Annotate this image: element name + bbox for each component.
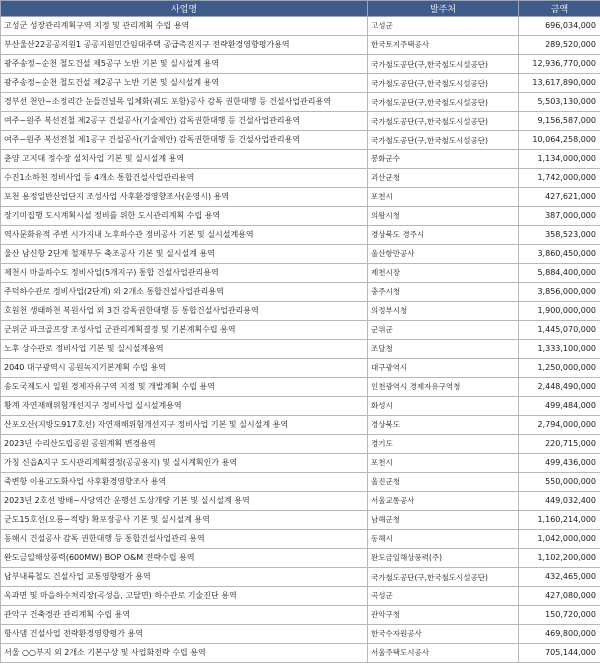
client-cell: 서울주택도시공사 [368,644,519,663]
table-row [1,283,600,302]
table-row [1,150,600,169]
table-row [1,169,600,188]
amount-cell: 3,856,000,000 [519,283,600,302]
table-row [1,435,600,454]
amount-cell: 499,436,000 [519,454,600,473]
client-cell: 포천시 [368,188,519,207]
table-row [1,112,600,131]
table-row [1,587,600,606]
amount-cell: 5,503,130,000 [519,93,600,112]
project-cell: 관악구 건축경관 관리계획 수립 용역 [1,606,368,625]
amount-cell: 1,742,000,000 [519,169,600,188]
amount-cell: 469,800,000 [519,625,600,644]
client-cell: 곡성군 [368,587,519,606]
table-row [1,473,600,492]
header-client: 발주처 [368,1,519,17]
project-cell: 울산 남신항 2단계 철재부두 축조공사 기본 및 실시설계 용역 [1,245,368,264]
table-row [1,207,600,226]
project-cell: 장기미집행 도시계획시설 정비를 위한 도시관리계획 수립 용역 [1,207,368,226]
amount-cell: 12,936,770,000 [519,55,600,74]
project-cell: 수진1소하천 정비사업 등 4개소 통합건설사업관리용역 [1,169,368,188]
project-cell: 광주송정~순천 철도건설 제2공구 노반 기본 및 실시설계 용역 [1,74,368,93]
project-cell: 호원천 생태하천 복원사업 외 3건 감독권한대행 등 통합건설사업관리용역 [1,302,368,321]
table-row [1,245,600,264]
client-cell: 충주시청 [368,283,519,302]
table-header-row [1,1,600,17]
client-cell: 완도금일해상풍력(주) [368,549,519,568]
project-cell: 옥과면 및 마을하수처리장(곡성읍, 고달면) 하수관로 기술진단 용역 [1,587,368,606]
client-cell: 괴산군청 [368,169,519,188]
amount-cell: 1,900,000,000 [519,302,600,321]
table-row [1,264,600,283]
project-cell: 군도15호선(오룡~적량) 확포장공사 기본 및 실시설계 용역 [1,511,368,530]
amount-cell: 387,000,000 [519,207,600,226]
amount-cell: 150,720,000 [519,606,600,625]
amount-cell: 499,484,000 [519,397,600,416]
client-cell: 국가철도공단(구,한국철도시설공단) [368,112,519,131]
table-row [1,93,600,112]
project-cell: 광주송정~순천 철도건설 제5공구 노반 기본 및 실시설계 용역 [1,55,368,74]
amount-cell: 1,102,200,000 [519,549,600,568]
table-row [1,340,600,359]
amount-cell: 427,621,000 [519,188,600,207]
table-row [1,492,600,511]
project-cell: 2023년 수리산도립공원 공원계획 변경용역 [1,435,368,454]
project-cell: 여주~원주 복선전철 제1공구 건설공사(기술제안) 감독권한대행 등 건설사업관리용역 [1,131,368,150]
project-cell: 완도금일해상풍력(600MW) BOP O&M 전략수립 용역 [1,549,368,568]
client-cell: 의왕시청 [368,207,519,226]
project-cell: 역사문화유적 주변 시가지내 노후하수관 정비공사 기본 및 실시설계용역 [1,226,368,245]
project-cell: 죽변항 이용고도화사업 사후환경영향조사 용역 [1,473,368,492]
project-cell: 부산울산22공공지원1 공공지원민간임대주택 공급촉진지구 전략환경영향평가용역 [1,36,368,55]
client-cell: 고성군 [368,17,519,36]
client-cell: 의정부시청 [368,302,519,321]
amount-cell: 220,715,000 [519,435,600,454]
amount-cell: 1,333,100,000 [519,340,600,359]
amount-cell: 5,884,400,000 [519,264,600,283]
client-cell: 남해군청 [368,511,519,530]
project-cell: 노후 상수관로 정비사업 기본 및 실시설계용역 [1,340,368,359]
amount-cell: 449,032,400 [519,492,600,511]
table-body [1,17,600,663]
project-cell: 동해시 건설공사 감독 권한대행 등 통합건설사업관리 용역 [1,530,368,549]
client-cell: 군위군 [368,321,519,340]
table-row [1,511,600,530]
client-cell: 국가철도공단(구,한국철도시설공단) [368,568,519,587]
project-cell: 여주~원주 복선전철 제2공구 건설공사(기술제안) 감독권한대행 등 건설사업관리용역 [1,112,368,131]
project-cell: 고성군 성장관리계획구역 지정 및 관리계획 수립 용역 [1,17,368,36]
project-cell: 경부선 천안~소정리간 눈들건널목 입체화(궤도 포함)공사 감독 권한대행 등 건설사업관리용역 [1,93,368,112]
client-cell: 경상북도 [368,416,519,435]
amount-cell: 13,617,890,000 [519,74,600,93]
client-cell: 제천시장 [368,264,519,283]
amount-cell: 550,000,000 [519,473,600,492]
project-cell: 주덕하수관로 정비사업(2단계) 외 2개소 통합건설사업관리용역 [1,283,368,302]
table-row [1,226,600,245]
client-cell: 국가철도공단(구,한국철도시설공단) [368,55,519,74]
amount-cell: 1,445,070,000 [519,321,600,340]
project-cell: 항사댐 건설사업 전략환경영향평가 용역 [1,625,368,644]
amount-cell: 696,034,000 [519,17,600,36]
table-row [1,606,600,625]
client-cell: 관악구청 [368,606,519,625]
amount-cell: 10,064,258,000 [519,131,600,150]
client-cell: 국가철도공단(구,한국철도시설공단) [368,93,519,112]
client-cell: 국가철도공단(구,한국철도시설공단) [368,131,519,150]
client-cell: 인천광역시 경제자유구역청 [368,378,519,397]
table-row [1,17,600,36]
table-row [1,74,600,93]
amount-cell: 2,448,490,000 [519,378,600,397]
table-row [1,359,600,378]
client-cell: 포천시 [368,454,519,473]
project-cell: 서울 ○○부지 외 2개소 기본구상 및 사업화전략 수립 용역 [1,644,368,663]
table-row [1,378,600,397]
project-cell: 제천시 마을하수도 정비사업(5개지구) 통합 건설사업관리용역 [1,264,368,283]
amount-cell: 1,160,214,000 [519,511,600,530]
header-amount: 금액 [519,1,600,17]
amount-cell: 3,860,450,000 [519,245,600,264]
table-row [1,549,600,568]
project-cell: 춘양 고지대 정수장 설치사업 기본 및 실시설계 용역 [1,150,368,169]
project-cell: 군위군 파크골프장 조성사업 군관리계획결정 및 기본계획수립 용역 [1,321,368,340]
project-cell: 가칭 신읍A지구 도시관리계획결정(공공용지) 및 실시계획인가 용역 [1,454,368,473]
client-cell: 한국토지주택공사 [368,36,519,55]
client-cell: 봉화군수 [368,150,519,169]
client-cell: 경기도 [368,435,519,454]
header-project: 사업명 [1,1,368,17]
table-row [1,625,600,644]
amount-cell: 1,042,000,000 [519,530,600,549]
table-row [1,36,600,55]
amount-cell: 705,144,000 [519,644,600,663]
table-row [1,416,600,435]
project-cell: 2023년 2호선 방배~사당역간 운행선 도상개량 기본 및 실시설계 용역 [1,492,368,511]
client-cell: 한국수자원공사 [368,625,519,644]
client-cell: 조달청 [368,340,519,359]
client-cell: 대구광역시 [368,359,519,378]
project-cell: 산포오산(지방도917호선) 자연재해위험개선지구 정비사업 기본 및 실시설계 용역 [1,416,368,435]
table-row [1,568,600,587]
project-cell: 남부내륙철도 건설사업 교통영향평가 용역 [1,568,368,587]
amount-cell: 1,250,000,000 [519,359,600,378]
project-cell: 포천 용정일반산업단지 조성사업 사후환경영향조사(운영시) 용역 [1,188,368,207]
client-cell: 경상북도 경주시 [368,226,519,245]
client-cell: 동해시 [368,530,519,549]
client-cell: 울산항만공사 [368,245,519,264]
project-cell: 황계 자연재해위험개선지구 정비사업 실시설계용역 [1,397,368,416]
client-cell: 화성시 [368,397,519,416]
amount-cell: 432,465,000 [519,568,600,587]
amount-cell: 358,523,000 [519,226,600,245]
table-row [1,454,600,473]
amount-cell: 427,080,000 [519,587,600,606]
table-row [1,55,600,74]
amount-cell: 2,794,000,000 [519,416,600,435]
amount-cell: 9,156,587,000 [519,112,600,131]
amount-cell: 289,520,000 [519,36,600,55]
table-row [1,530,600,549]
table-row [1,644,600,663]
table-row [1,131,600,150]
client-cell: 국가철도공단(구,한국철도시설공단) [368,74,519,93]
table-row [1,321,600,340]
client-cell: 서울교통공사 [368,492,519,511]
client-cell: 울진군청 [368,473,519,492]
project-cell: 송도국제도시 일원 경제자유구역 지정 및 개발계획 수립 용역 [1,378,368,397]
project-cell: 2040 대구광역시 공원녹지기본계획 수립 용역 [1,359,368,378]
table-row [1,397,600,416]
table-row [1,188,600,207]
amount-cell: 1,134,000,000 [519,150,600,169]
table-row [1,302,600,321]
